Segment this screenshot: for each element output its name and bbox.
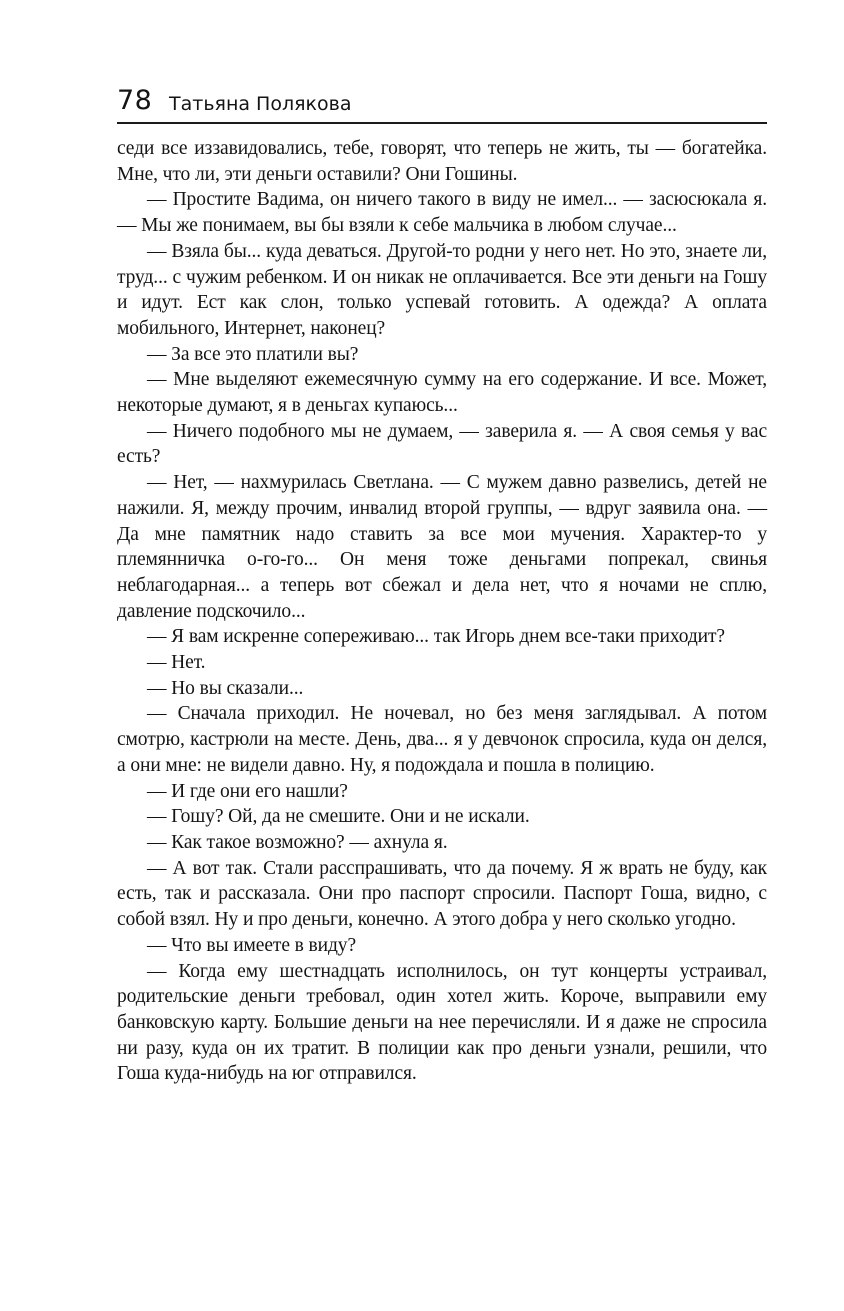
- paragraph: — За все это платили вы?: [147, 343, 359, 365]
- paragraph: — Простите Вадима, он ничего такого в виду не имел... — засюсюкала я. — Мы же понимаем, вы бы взяли к себе мальчика в любом случае...: [117, 189, 767, 237]
- body-text: [117, 136, 767, 1087]
- paragraph: — А вот так. Стали расспрашивать, что да почему. Я ж врать не буду, как есть, так и рассказала. Они про паспорт спросили. Паспорт Гоша, видно, с собой взял. Ну и про деньги, конечно. А этого добра у него сколько угодно.: [117, 857, 767, 931]
- paragraph: — И где они его нашли?: [147, 780, 348, 802]
- paragraph: — Нет.: [147, 652, 206, 674]
- paragraph: — Нет, — нахмурилась Светлана. — С мужем давно развелись, детей не нажили. Я, между прочим, инвалид второй группы, — вдруг заявила она. — Да мне памятник надо ставить за все мои мучения. Характер-то у племянничка о-го-го... Он меня тоже деньгами попрекал, свинья неблагодарная... а теперь вот сбежал и дела нет, что я ночами не сплю, давление подскочило...: [117, 472, 767, 622]
- paragraph: — Когда ему шестнадцать исполнилось, он тут концерты устраивал, родительские деньги требовал, один хотел жить. Короче, выправили ему банковскую карту. Большие деньги на нее перечисляли. И я даже не спросила ни разу, куда он их тратит. В полиции как про деньги узнали, решили, что Гоша куда-нибудь на юг отправился.: [117, 960, 767, 1085]
- paragraph: — Мне выделяют ежемесячную сумму на его содержание. И все. Может, некоторые думают, я в деньгах купаюсь...: [117, 369, 767, 417]
- paragraph: — Я вам искренне сопереживаю... так Игорь днем все-таки приходит?: [147, 626, 725, 648]
- page-number: 78: [117, 85, 153, 116]
- running-header-author: Татьяна Полякова: [169, 93, 352, 115]
- paragraph: — Ничего подобного мы не думаем, — заверила я. — А своя семья у вас есть?: [117, 420, 767, 468]
- running-header: [117, 84, 767, 124]
- paragraph: — Взяла бы... куда деваться. Другой-то родни у него нет. Но это, знаете ли, труд... с чужим ребенком. И он никак не оплачивается. Все эти деньги на Гошу и идут. Ест как слон, только успевай готовить. А одежда? А оплата мобильного, Интернет, наконец?: [117, 240, 767, 339]
- paragraph: — Как такое возможно? — ахнула я.: [147, 831, 448, 853]
- paragraph: — Сначала приходил. Не ночевал, но без меня заглядывал. А потом смотрю, кастрюли на месте. День, два... я у девчонок спросила, куда он делся, а они мне: не видели давно. Ну, я подождала и пошла в полицию.: [117, 703, 767, 776]
- paragraph: — Что вы имеете в виду?: [147, 934, 357, 956]
- paragraph: — Но вы сказали...: [147, 677, 304, 699]
- paragraph: — Гошу? Ой, да не смешите. Они и не искали.: [147, 806, 530, 828]
- paragraph: седи все иззавидовались, тебе, говорят, что теперь не жить, ты — богатейка. Мне, что ли, эти деньги оставили? Они Гошины.: [117, 138, 767, 185]
